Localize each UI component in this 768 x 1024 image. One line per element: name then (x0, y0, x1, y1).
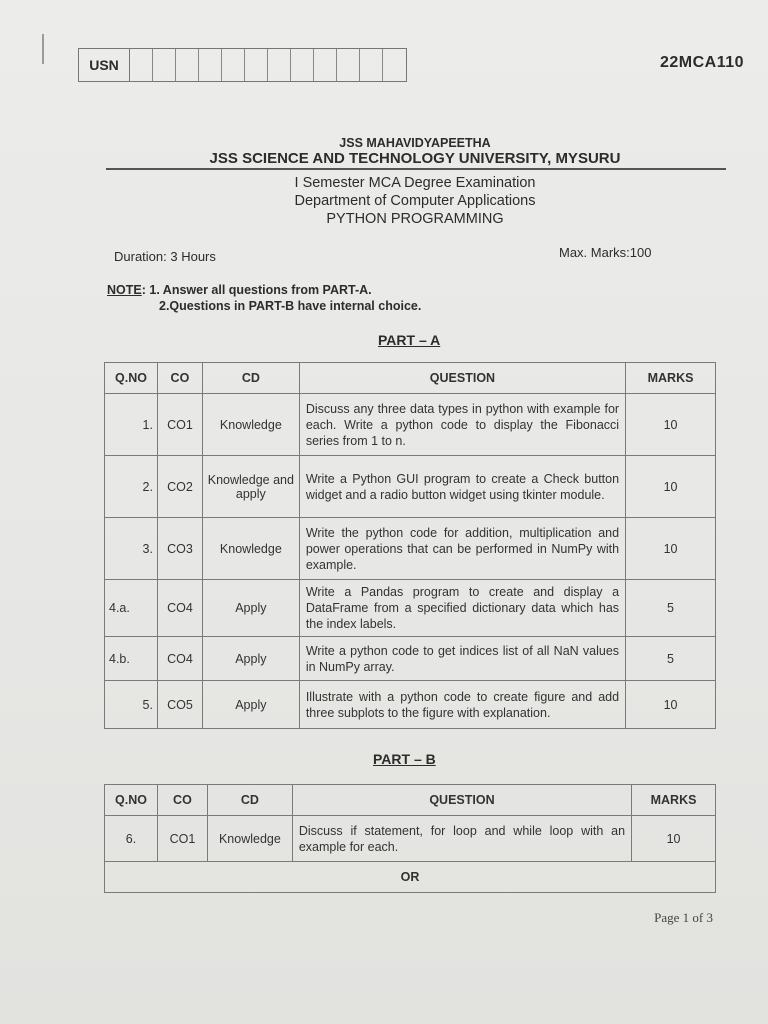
table-row (105, 518, 716, 580)
usn-box (130, 49, 153, 81)
header-question: QUESTION (292, 785, 631, 816)
usn-box (337, 49, 360, 81)
usn-box (222, 49, 245, 81)
cognitive-domain: Apply (202, 681, 299, 729)
question-marks: 10 (626, 518, 716, 580)
table-row (105, 816, 716, 862)
part-a-table (104, 362, 716, 729)
question-number: 1. (105, 394, 158, 456)
question-number: 5. (105, 681, 158, 729)
exam-department: Department of Computer Applications (294, 193, 536, 209)
pen-mark (42, 34, 44, 64)
header-cd: CD (202, 363, 299, 394)
table-row (105, 580, 716, 637)
course-outcome: CO4 (157, 580, 202, 637)
usn-box (383, 49, 406, 81)
usn-box (291, 49, 314, 81)
question-number: 6. (105, 816, 158, 862)
usn-box (176, 49, 199, 81)
cognitive-domain: Knowledge (207, 816, 292, 862)
usn-box (314, 49, 337, 81)
question-text: Discuss any three data types in python with example for each. Write a python code to display the Fibonacci series from 1 to n. (299, 394, 625, 456)
note-line-2: 2.Questions in PART-B have internal choice. (159, 299, 422, 313)
question-text: Write a python code to get indices list of all NaN values in NumPy array. (299, 637, 625, 681)
question-marks: 10 (626, 681, 716, 729)
note-label: NOTE (107, 283, 142, 297)
question-text: Write a Pandas program to create and display a DataFrame from a specified dictionary data which has the index labels. (299, 580, 625, 637)
course-outcome: CO5 (157, 681, 202, 729)
header-co: CO (157, 785, 207, 816)
page-number: Page 1 of 3 (654, 910, 713, 925)
institution-name: JSS SCIENCE AND TECHNOLOGY UNIVERSITY, MYSURU (209, 150, 621, 167)
part-a-title: PART – A (378, 332, 441, 348)
exam-subject: PYTHON PROGRAMMING (326, 211, 504, 227)
max-marks: Max. Marks:100 (559, 245, 652, 260)
question-text: Write the python code for addition, multiplication and power operations that can be performed in NumPy with example. (299, 518, 625, 580)
table-header-row (105, 363, 716, 394)
header-co: CO (157, 363, 202, 394)
question-text: Discuss if statement, for loop and while loop with an example for each. (292, 816, 631, 862)
question-marks: 5 (626, 580, 716, 637)
course-outcome: CO2 (157, 456, 202, 518)
table-row (105, 456, 716, 518)
question-marks: 10 (626, 456, 716, 518)
cognitive-domain: Apply (202, 637, 299, 681)
usn-box (153, 49, 176, 81)
question-marks: 10 (626, 394, 716, 456)
or-row (105, 862, 716, 893)
exam-info (0, 174, 768, 228)
usn-box (245, 49, 268, 81)
usn-box (360, 49, 383, 81)
header-marks: MARKS (632, 785, 716, 816)
or-divider: OR (105, 862, 716, 893)
question-number: 4.b. (105, 637, 158, 681)
table-row (105, 394, 716, 456)
part-b-table (104, 784, 716, 893)
course-outcome: CO1 (157, 816, 207, 862)
note-line-1: : 1. Answer all questions from PART-A. (141, 283, 372, 297)
usn-field (78, 48, 407, 82)
question-text: Illustrate with a python code to create figure and add three subplots to the figure with explanation. (299, 681, 625, 729)
question-number: 4.a. (105, 580, 158, 637)
question-marks: 5 (626, 637, 716, 681)
institution-parent: JSS MAHAVIDYAPEETHA (339, 136, 491, 150)
cognitive-domain: Apply (202, 580, 299, 637)
header-marks: MARKS (626, 363, 716, 394)
exam-duration: Duration: 3 Hours (114, 249, 216, 264)
header-cd: CD (207, 785, 292, 816)
usn-label: USN (79, 49, 130, 81)
subject-code: 22MCA110 (659, 54, 744, 71)
instructions-note (107, 282, 421, 314)
cognitive-domain: Knowledge and apply (202, 456, 299, 518)
table-row (105, 681, 716, 729)
question-number: 3. (105, 518, 158, 580)
usn-box (199, 49, 222, 81)
question-number: 2. (105, 456, 158, 518)
table-row (105, 637, 716, 681)
question-marks: 10 (632, 816, 716, 862)
cognitive-domain: Knowledge (202, 518, 299, 580)
course-outcome: CO1 (157, 394, 202, 456)
exam-semester: I Semester MCA Degree Examination (294, 175, 536, 191)
header-question: QUESTION (299, 363, 625, 394)
part-b-title: PART – B (373, 751, 436, 767)
header-rule (106, 168, 726, 170)
usn-box (268, 49, 291, 81)
header-qno: Q.NO (105, 785, 158, 816)
header-qno: Q.NO (105, 363, 158, 394)
course-outcome: CO3 (157, 518, 202, 580)
table-header-row (105, 785, 716, 816)
cognitive-domain: Knowledge (202, 394, 299, 456)
question-text: Write a Python GUI program to create a Check button widget and a radio button widget using tkinter module. (299, 456, 625, 518)
course-outcome: CO4 (157, 637, 202, 681)
